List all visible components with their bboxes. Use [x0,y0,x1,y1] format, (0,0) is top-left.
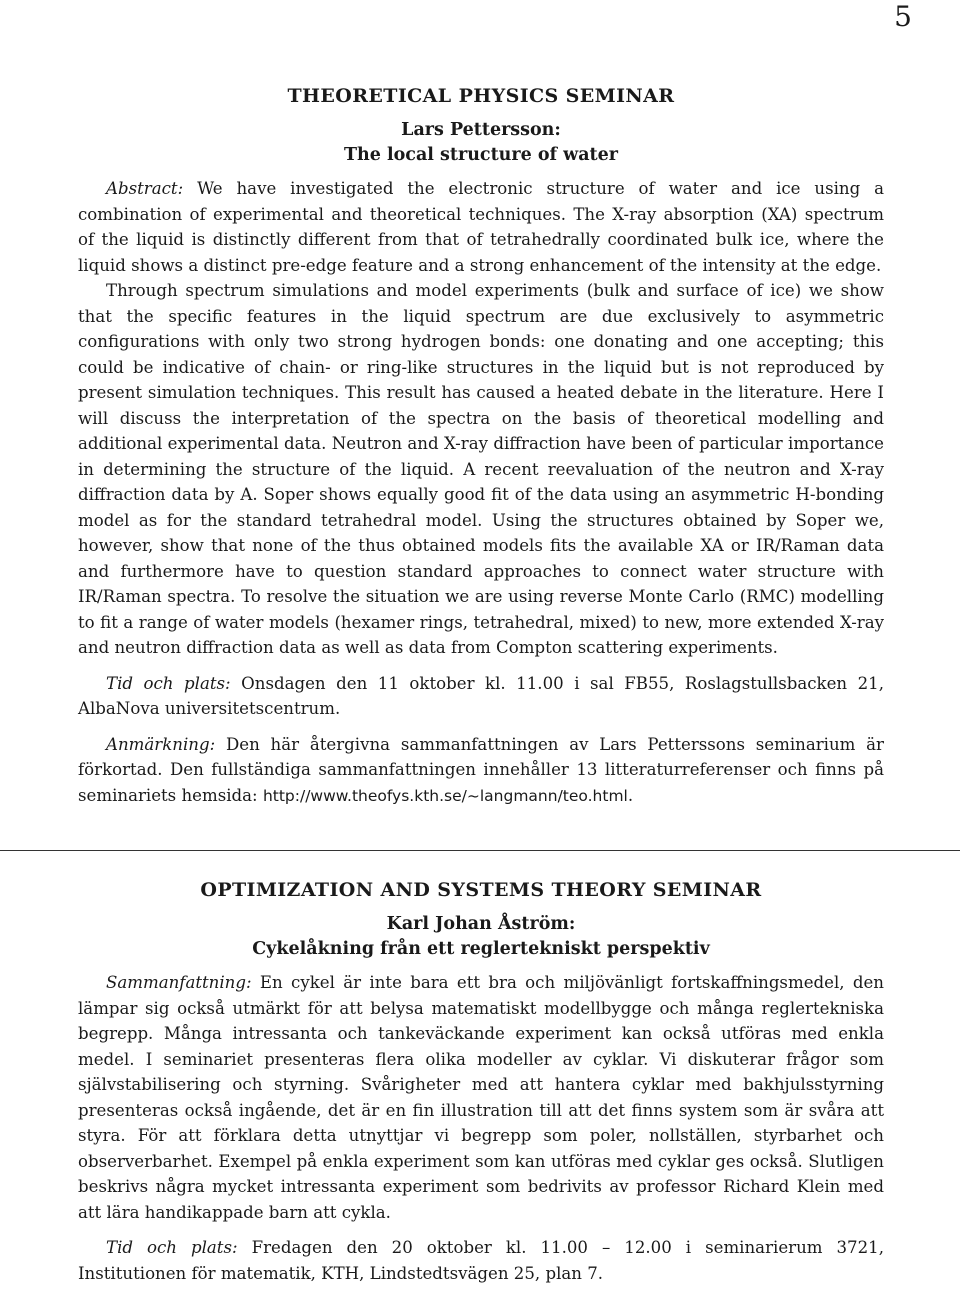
time-label: Tid och plats: [106,1238,238,1257]
abstract-label: Sammanfattning: [106,973,252,992]
time-label: Tid och plats: [106,673,231,693]
abstract-text-1: We have investigated the electronic structure of water and ice using a combination of experimental and theoretical techniques. The X-ray absorption (XA) spectrum of the liquid is distinctly different from that of tetrahedrally coordinated bulk ice, where the liquid shows a distinct pre-edge feature and a strong enhancement of the intensity at the edge. [78,179,885,275]
note-end: . [627,785,634,805]
time-and-place [78,1235,884,1286]
talk-title: The local structure of water [344,145,618,165]
page-number: 5 [894,0,912,33]
speaker-name: Lars Pettersson: [401,120,561,140]
abstract-text: En cykel är inte bara ett bra och miljövänligt fortskaffningsmedel, den lämpar sig också utmärkt för att belysa matematiskt modellbygge och många reglertekniska begrepp. Många intressanta och tankeväckande experiment kan också utföras med enkla medel. I seminariet presenteras flera olika modeller av cyklar. Vi diskuterar frågor som självstabilisering och styrning. Svårigheter med att hantera cyklar med bakhjulsstyrning presenteras också ingående, det är en fin illustration till att det finns system som är svåra att styra. För att förklara detta utnyttjar vi begrepp som poler, nollställen, styrbarhet och observerbarhet. Exempel på enkla experiment som kan utföras med cyklar ges också. Slutligen beskrivs några mycket intressanta experiment som bedrivits av professor Richard Klein med att lära handikappade barn att cykla. [78,973,884,1222]
seminar-heading: OPTIMIZATION AND SYSTEMS THEORY SEMINAR [200,879,762,901]
note-text: Den här återgivna sammanfattningen av Lars Petterssons seminarium är förkortad. Den fullständiga sammanfattningen innehåller 13 litteraturreferenser och finns på seminariets hemsida: [78,734,884,805]
time-and-place [78,671,884,722]
section-divider [0,850,960,851]
seminar-url-link[interactable]: http://www.theofys.kth.se/~langmann/teo.html [262,786,628,805]
abstract-paragraph [78,970,884,1225]
abstract-paragraph-2: Through spectrum simulations and model experiments (bulk and surface of ice) we show that the specific features in the liquid spectrum are due exclusively to asymmetric configurations with only two strong hydrogen bonds: one donating and one accepting; this could be indicative of chain- or ring-like structures in the liquid but is not reproduced by present simulation techniques. This result has caused a heated debate in the literature. Here I will discuss the interpretation of the spectra on the basis of theoretical modelling and additional experimental data. Neutron and X-ray diffraction have been of particular importance in determining the structure of the liquid. A recent reevaluation of the neutron and X-ray diffraction data by A. Soper shows equally good fit of the data using an asymmetric H-bonding model as for the standard tetrahedral model. Using the structures obtained by Soper we, however, show that none of the thus obtained models fits the available XA or IR/Raman data and furthermore have to question standard approaches to connect water structure with IR/Raman spectra. To resolve the situation we are using reverse Monte Carlo (RMC) modelling to fit a range of water models (hexamer rings, tetrahedral, mixed) to new, more extended X-ray and neutron diffraction data as well as data from Compton scattering experiments. [78,281,884,657]
time-text: Fredagen den 20 oktober kl. 11.00 – 12.00 i seminarierum 3721, Institutionen för matematik, KTH, Lindstedtsvägen 25, plan 7. [78,1238,884,1283]
seminar-heading: THEORETICAL PHYSICS SEMINAR [287,85,675,107]
speaker-name: Karl Johan Åström: [386,914,576,934]
theoretical-physics-seminar [78,82,884,809]
abstract-label: Abstract: [106,179,184,198]
time-text: Onsdagen den 11 oktober kl. 11.00 i sal FB55, Roslagstullsbacken 21, AlbaNova universitetscentrum. [78,673,884,718]
abstract-paragraph-1 [78,176,884,278]
optimization-systems-theory-seminar [78,876,884,1286]
note-paragraph [78,732,884,810]
talk-title: Cykelåkning från ett reglertekniskt perspektiv [252,939,710,959]
note-label: Anmärkning: [106,734,216,754]
